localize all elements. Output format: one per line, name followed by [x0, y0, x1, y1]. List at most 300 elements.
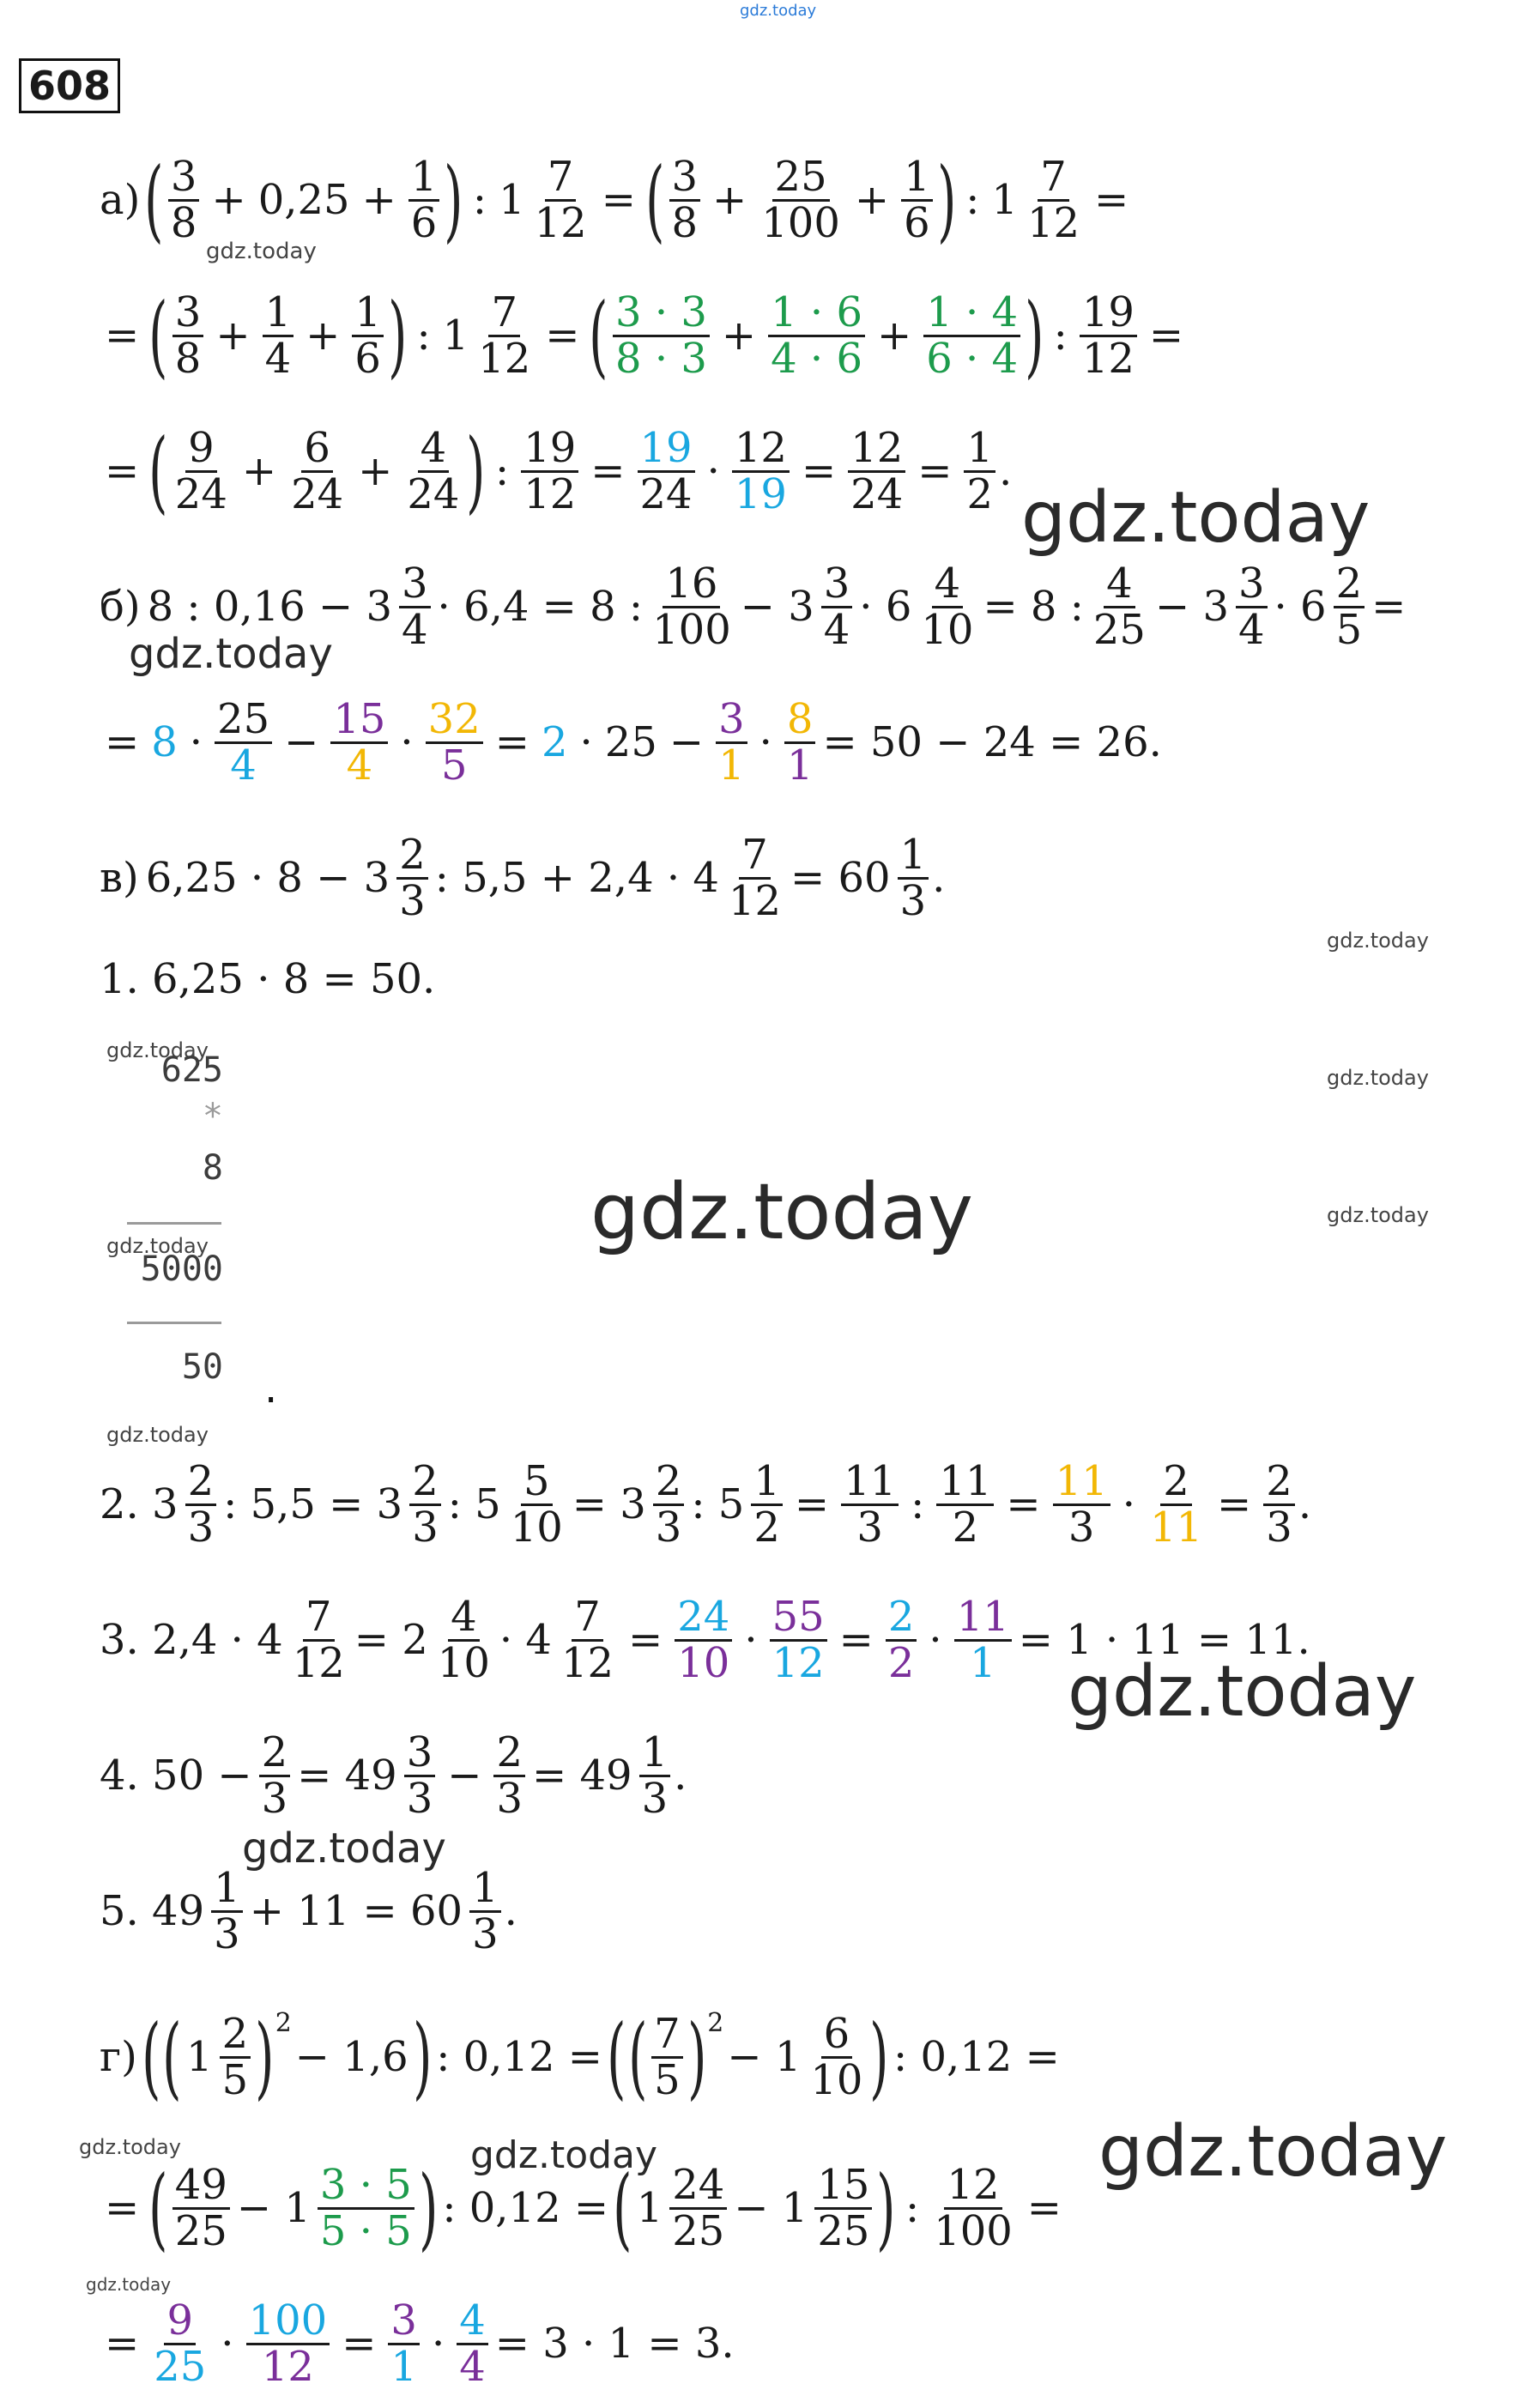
solution-g-line-2 — [96, 2144, 1070, 2272]
math-token: : — [1053, 312, 1068, 360]
math-token: − — [284, 718, 319, 766]
fraction — [290, 1595, 348, 1685]
math-token: + — [306, 312, 341, 360]
watermark: gdz.today — [106, 1038, 209, 1062]
denominator: 3 — [406, 1774, 433, 1823]
numerator: 2 — [396, 833, 428, 879]
fraction — [669, 2163, 727, 2253]
math-token: : 0,12 = — [442, 2184, 609, 2232]
math-token: + — [361, 176, 396, 224]
fraction — [259, 1728, 291, 1823]
fraction — [639, 1728, 671, 1823]
fraction — [246, 2296, 330, 2391]
denominator: 12 — [261, 2342, 314, 2391]
math-token: 1 — [186, 2033, 213, 2081]
math-token: · — [759, 718, 772, 766]
fraction — [931, 2163, 1015, 2253]
math-token: = — [1026, 2184, 1062, 2232]
fraction — [172, 2163, 230, 2253]
part-label: в) — [100, 854, 139, 902]
denominator: 24 — [174, 469, 227, 518]
denominator: 12 — [1081, 334, 1135, 383]
numerator: 2 — [220, 2012, 251, 2058]
math-token: = — [794, 1480, 830, 1528]
fraction — [675, 1595, 732, 1685]
denominator: 5 — [1335, 605, 1363, 654]
numerator: 19 — [1080, 291, 1137, 336]
numerator: 32 — [426, 698, 483, 743]
watermark: gdz.today — [1068, 1651, 1417, 1733]
fraction — [1263, 1457, 1295, 1552]
math-token: ) — [466, 419, 486, 523]
denominator: 25 — [154, 2342, 207, 2391]
math-token: 8 — [151, 718, 178, 766]
solution-v-step-2 — [96, 1440, 1311, 1569]
solution-v-step-1 — [96, 915, 439, 1044]
fraction — [1053, 1457, 1110, 1552]
math-token: = — [342, 2320, 377, 2368]
numerator: 12 — [732, 427, 790, 472]
denominator: 24 — [407, 469, 460, 518]
denominator: 3 — [187, 1503, 215, 1552]
numerator: 4 — [448, 1595, 480, 1641]
solution-g-line-3 — [96, 2279, 738, 2408]
math-token: : 0,12 = — [893, 2033, 1060, 2081]
fraction — [435, 1595, 493, 1685]
math-token: = — [590, 447, 626, 495]
column-result: 50 — [181, 1347, 223, 1387]
denominator: 4 — [823, 605, 850, 654]
denominator: 10 — [510, 1503, 563, 1552]
fraction — [886, 1595, 917, 1685]
numerator: 3 — [716, 698, 747, 743]
numerator: 15 — [330, 698, 388, 743]
fraction — [1147, 1457, 1205, 1552]
numerator: 1 — [751, 1460, 783, 1505]
watermark: gdz.today — [1327, 929, 1429, 953]
math-token: ( — [162, 2005, 182, 2109]
solution-a-line-3 — [96, 407, 1012, 535]
column-top: 625 — [160, 1050, 223, 1090]
math-token: : — [495, 447, 510, 495]
watermark: gdz.today — [1021, 477, 1371, 559]
numerator: 2 — [653, 1460, 685, 1505]
denominator: 2 — [966, 469, 993, 518]
fraction — [318, 2163, 415, 2253]
numerator: 3 — [1236, 562, 1268, 608]
math-token: ( — [148, 2156, 168, 2260]
denominator: 12 — [1026, 198, 1080, 247]
solution-b-line-2 — [96, 678, 1165, 807]
numerator: 3 — [172, 291, 204, 336]
denominator: 4 — [264, 334, 292, 383]
fraction — [954, 1595, 1012, 1685]
fraction — [814, 2163, 872, 2253]
numerator: 2 — [259, 1731, 291, 1776]
fraction — [841, 1457, 899, 1552]
denominator: 25 — [672, 2206, 725, 2255]
fraction — [168, 155, 200, 245]
denominator: 3 — [655, 1503, 682, 1552]
fraction — [751, 1457, 783, 1552]
solution-b-line-1 — [96, 542, 1409, 671]
math-token: = — [1148, 312, 1184, 360]
denominator: 4 — [459, 2342, 486, 2391]
solution-g-line-1 — [96, 1993, 1063, 2121]
watermark: gdz.today — [470, 2133, 658, 2177]
numerator: 1 — [964, 427, 995, 472]
math-token: : — [416, 312, 431, 360]
math-token: ) — [388, 283, 408, 388]
denominator: 10 — [677, 1638, 730, 1687]
numerator: 24 — [675, 1595, 732, 1641]
math-token: = 2 — [354, 1616, 428, 1664]
denominator: 8 — [174, 334, 202, 383]
fraction — [1091, 560, 1148, 654]
denominator: 3 — [399, 876, 426, 925]
math-token: ) — [936, 148, 957, 252]
denominator: 2 — [952, 1503, 979, 1552]
math-token: = 3 — [572, 1480, 646, 1528]
math-token: ( — [148, 419, 168, 523]
math-token: = — [105, 2320, 140, 2368]
denominator: 24 — [639, 469, 693, 518]
watermark: gdz.today — [86, 2274, 172, 2295]
denominator: 100 — [934, 2206, 1013, 2255]
fraction — [396, 833, 428, 923]
denominator: 4 — [230, 741, 257, 790]
math-token: ( — [627, 2005, 647, 2109]
denominator: 5 · 5 — [319, 2206, 412, 2255]
math-token: ) — [869, 2005, 889, 2109]
fraction — [521, 424, 578, 518]
math-token: − — [669, 718, 705, 766]
math-token: 3. 2,4 · 4 — [100, 1616, 283, 1664]
math-token: · — [1122, 1480, 1135, 1528]
math-token: . — [999, 447, 1013, 495]
numerator: 4 — [1104, 562, 1135, 608]
task-number: 608 — [19, 58, 120, 113]
fraction — [151, 2296, 209, 2391]
fraction — [808, 2012, 865, 2102]
fraction — [532, 155, 590, 245]
fraction — [732, 424, 790, 518]
numerator: 25 — [772, 155, 830, 201]
denominator: 10 — [810, 2055, 863, 2104]
math-token: + — [712, 176, 747, 224]
denominator: 24 — [291, 469, 344, 518]
math-token: : 5 — [447, 1480, 501, 1528]
denominator: 5 — [654, 2055, 681, 2104]
numerator: 4 — [457, 2299, 488, 2344]
column-operator: * — [202, 1097, 223, 1136]
math-token: = — [838, 1616, 874, 1664]
part-label: а) — [100, 176, 141, 224]
denominator: 10 — [437, 1638, 490, 1687]
denominator: 12 — [478, 334, 531, 383]
math-token: ) — [876, 2156, 896, 2260]
math-token: + — [358, 447, 393, 495]
numerator: 100 — [246, 2299, 330, 2344]
math-token: + — [721, 312, 757, 360]
denominator: 3 — [899, 876, 927, 925]
numerator: 3 · 3 — [613, 291, 710, 336]
math-token: ( — [589, 283, 608, 388]
fraction — [768, 288, 865, 383]
math-token: = — [917, 447, 953, 495]
math-token: 2 — [707, 2008, 724, 2038]
math-token: . — [674, 1752, 687, 1800]
column-dot: . — [264, 1364, 278, 1413]
math-token: : — [911, 1480, 925, 1528]
fraction — [1025, 155, 1082, 245]
denominator: 1 — [786, 741, 814, 790]
math-token: − 1,6 — [294, 2033, 408, 2081]
fraction — [469, 1864, 501, 1958]
fraction — [408, 155, 440, 245]
numerator: 2 — [493, 1731, 525, 1776]
math-token: · — [929, 1616, 942, 1664]
fraction — [263, 288, 294, 383]
math-token: · 6,4 = 8 : — [437, 583, 644, 631]
denominator: 4 — [1237, 605, 1265, 654]
math-token: : 5,5 + 2,4 · 4 — [434, 854, 719, 902]
numerator: 7 — [651, 2012, 683, 2058]
math-token: = 60 — [790, 854, 891, 902]
math-token: ) — [444, 148, 463, 252]
fraction — [330, 695, 388, 790]
denominator: 3 — [261, 1774, 288, 1823]
denominator: 8 · 3 — [615, 334, 707, 383]
fraction — [220, 2012, 251, 2102]
fraction — [409, 1457, 441, 1552]
solution-v-step-3 — [96, 1576, 1314, 1704]
math-token: = — [545, 312, 580, 360]
math-token: : — [905, 2184, 920, 2232]
fraction — [653, 1457, 685, 1552]
math-token: · 4 — [499, 1616, 552, 1664]
denominator: 2 — [753, 1503, 780, 1552]
numerator: 1 — [352, 291, 384, 336]
denominator: 1 — [718, 741, 745, 790]
math-token: : — [965, 176, 980, 224]
fraction — [288, 424, 346, 518]
math-token: = — [105, 718, 140, 766]
fraction — [770, 1595, 827, 1685]
numerator: 3 — [168, 155, 200, 201]
numerator: 3 — [388, 2299, 420, 2344]
denominator: 3 — [496, 1774, 523, 1823]
math-token: · 6 — [859, 583, 912, 631]
fraction — [848, 424, 905, 518]
math-token: − 1 — [236, 2184, 311, 2232]
math-token: · — [431, 2320, 445, 2368]
denominator: 12 — [560, 1638, 614, 1687]
fraction — [901, 155, 933, 245]
watermark: gdz.today — [1327, 1203, 1429, 1227]
fraction — [1236, 560, 1268, 654]
numerator: 2 — [185, 1460, 217, 1505]
math-token: = — [601, 176, 636, 224]
math-token: · — [189, 718, 203, 766]
math-token: ( — [613, 2156, 632, 2260]
fraction — [457, 2296, 488, 2391]
denominator: 3 — [214, 1909, 240, 1958]
math-token: = — [494, 718, 529, 766]
watermark: gdz.today — [1327, 1066, 1429, 1090]
column-rule — [127, 1222, 221, 1225]
fraction — [475, 288, 533, 383]
math-token: = — [105, 2184, 140, 2232]
numerator: 1 · 6 — [768, 291, 865, 336]
fraction — [399, 560, 431, 654]
math-token: = 49 — [297, 1752, 397, 1800]
fraction — [559, 1595, 616, 1685]
watermark: gdz.today — [590, 1167, 974, 1257]
denominator: 25 — [174, 2206, 227, 2255]
fraction — [650, 560, 734, 654]
numerator: 7 — [545, 155, 577, 201]
math-token: + — [876, 312, 912, 360]
denominator: 25 — [817, 2206, 870, 2255]
math-token: 1 — [636, 2184, 663, 2232]
math-token: ) — [412, 2005, 433, 2109]
denominator: 3 — [1266, 1503, 1292, 1552]
math-token: + — [241, 447, 277, 495]
numerator: 5 — [521, 1460, 553, 1505]
denominator: 100 — [652, 605, 731, 654]
numerator: 6 — [821, 2012, 853, 2058]
numerator: 3 — [821, 562, 853, 608]
numerator: 9 — [164, 2299, 196, 2344]
solution-v-step-5 — [96, 1847, 517, 1975]
numerator: 2 — [886, 1595, 917, 1641]
math-token: ) — [1025, 283, 1044, 388]
column-product: 5000 — [140, 1249, 223, 1289]
fraction — [404, 1728, 436, 1823]
watermark: gdz.today — [79, 2135, 181, 2159]
denominator: 6 — [904, 198, 930, 247]
numerator: 19 — [638, 427, 695, 472]
numerator: 12 — [848, 427, 905, 472]
fraction — [918, 560, 976, 654]
denominator: 5 — [440, 741, 468, 790]
numerator: 2 — [1160, 1460, 1192, 1505]
denominator: 3 — [641, 1774, 669, 1823]
numerator: 55 — [770, 1595, 827, 1641]
fraction — [388, 2296, 420, 2391]
numerator: 1 — [211, 1867, 243, 1912]
math-token: = 49 — [532, 1752, 632, 1800]
fraction — [1334, 560, 1365, 654]
math-token: = — [801, 447, 837, 495]
watermark: gdz.today — [206, 239, 317, 264]
math-token: + 11 = 60 — [249, 1887, 463, 1935]
numerator: 49 — [172, 2163, 230, 2209]
math-token: ( — [645, 148, 665, 252]
math-token: − 1 — [734, 2184, 808, 2232]
numerator: 6 — [301, 427, 333, 472]
math-token: = 50 − 24 = 26. — [822, 718, 1162, 766]
fraction — [185, 1457, 217, 1552]
math-token: 1 — [442, 312, 469, 360]
numerator: 7 — [1038, 155, 1069, 201]
numerator: 3 · 5 — [318, 2163, 415, 2209]
math-token: 1 — [499, 176, 525, 224]
math-token: . — [1298, 1480, 1312, 1528]
numerator: 24 — [669, 2163, 727, 2209]
watermark: gdz.today — [129, 630, 333, 678]
denominator: 8 — [170, 198, 197, 247]
numerator: 7 — [572, 1595, 603, 1641]
fraction — [923, 288, 1020, 383]
numerator: 1 — [901, 155, 933, 201]
numerator: 15 — [814, 2163, 872, 2209]
solution-a-line-1 — [96, 136, 1137, 264]
fraction — [352, 288, 384, 383]
fraction — [613, 288, 710, 383]
numerator: 12 — [944, 2163, 1001, 2209]
watermark: gdz.today — [1098, 2111, 1448, 2193]
math-token: ( — [142, 2005, 161, 2109]
math-token: = 3 · 1 = 3. — [494, 2320, 735, 2368]
math-token: = — [105, 447, 140, 495]
math-token: ( — [607, 2005, 626, 2109]
math-token: = 8 : — [983, 583, 1084, 631]
column-multiplier: 8 — [202, 1148, 223, 1188]
fraction — [898, 833, 929, 923]
numerator: 11 — [1053, 1460, 1110, 1505]
denominator: 10 — [921, 605, 974, 654]
math-token: = — [105, 312, 140, 360]
math-token: · — [579, 718, 593, 766]
denominator: 8 — [671, 198, 699, 247]
fraction — [172, 424, 230, 518]
fraction — [426, 695, 483, 790]
solution-a-line-2 — [96, 271, 1192, 400]
math-token: + — [215, 312, 251, 360]
math-token: = — [628, 1616, 663, 1664]
math-token: 0,25 — [257, 176, 350, 224]
denominator: 12 — [534, 198, 587, 247]
math-token: 25 — [604, 718, 657, 766]
numerator: 7 — [488, 291, 520, 336]
denominator: 19 — [734, 469, 787, 518]
fraction — [651, 2012, 683, 2102]
numerator: 1 — [263, 291, 294, 336]
math-token: · — [400, 718, 414, 766]
math-token: 8 : 0,16 − 3 — [147, 583, 392, 631]
fraction — [1080, 288, 1137, 383]
math-token: − 3 — [1154, 583, 1229, 631]
numerator: 1 — [639, 1731, 671, 1776]
math-token: · — [744, 1616, 758, 1664]
math-token: : — [472, 176, 487, 224]
numerator: 1 · 4 — [923, 291, 1020, 336]
denominator: 12 — [728, 876, 781, 925]
numerator: 7 — [739, 833, 771, 879]
math-token: ( — [148, 283, 168, 388]
math-token: ( — [144, 148, 164, 252]
fraction — [211, 1864, 243, 1958]
math-token: 1. 6,25 · 8 = 50. — [100, 955, 436, 1003]
fraction — [493, 1728, 525, 1823]
numerator: 11 — [954, 1595, 1012, 1641]
math-token: : 0,12 = — [436, 2033, 602, 2081]
numerator: 3 — [399, 562, 431, 608]
math-token: = — [1371, 583, 1407, 631]
numerator: 11 — [936, 1460, 994, 1505]
